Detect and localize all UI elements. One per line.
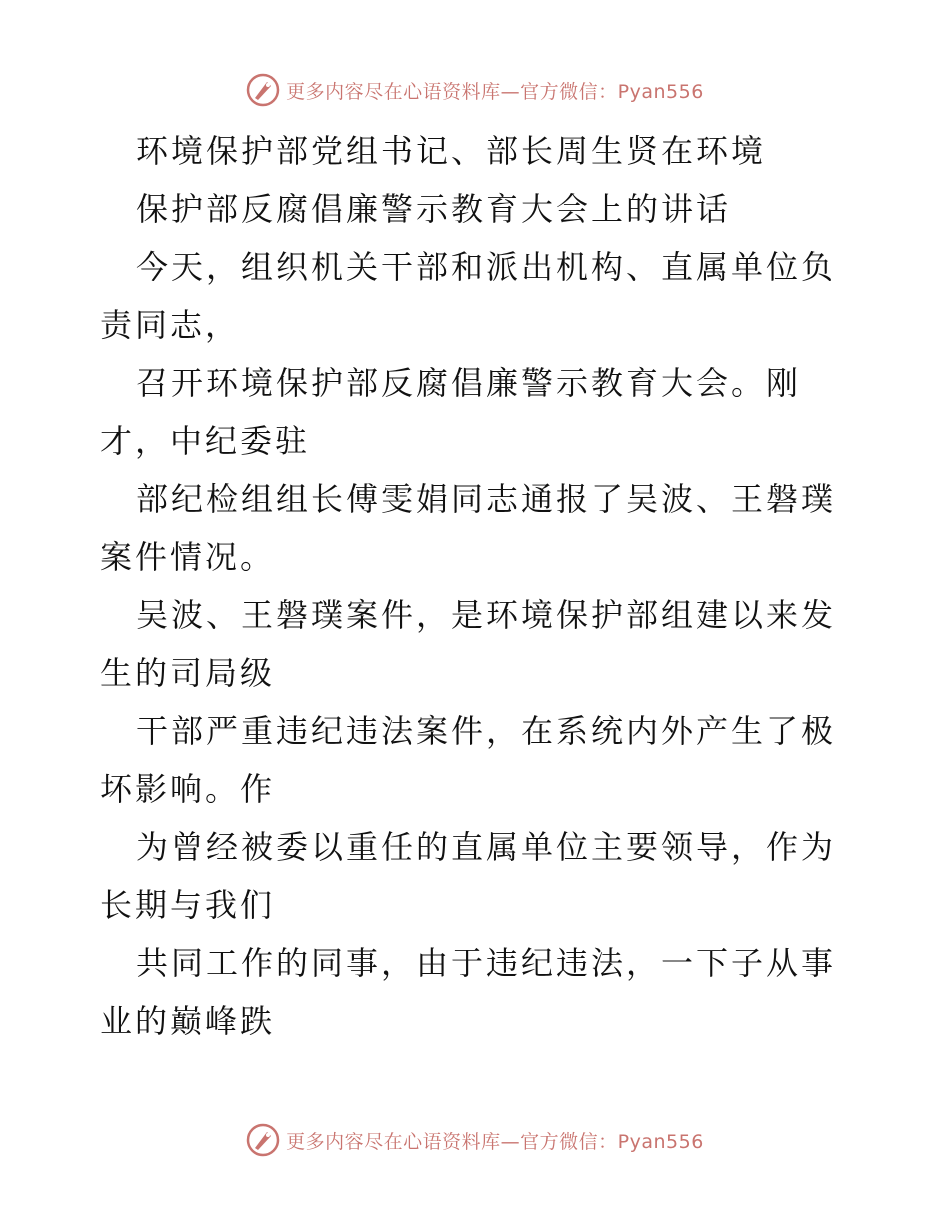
- paragraph-title-line-1: 环境保护部党组书记、部长周生贤在环境: [136, 132, 767, 170]
- paragraph: 吴波、王磐璞案件，是环境保护部组建以来发生的司局级: [100, 596, 837, 692]
- paragraph: 干部严重违纪违法案件，在系统内外产生了极坏影响。作: [100, 712, 837, 808]
- paragraph: 共同工作的同事，由于违纪违法，一下子从事业的巅峰跌: [100, 944, 837, 1040]
- paragraph: 为曾经被委以重任的直属单位主要领导，作为长期与我们: [100, 828, 837, 924]
- paragraph: 召开环境保护部反腐倡廉警示教育大会。刚才，中纪委驻: [100, 364, 802, 460]
- footer-watermark: [0, 1120, 950, 1160]
- pen-nib-logo-icon: [246, 1123, 280, 1157]
- paragraph-title-line-2: 保护部反腐倡廉警示教育大会上的讲话: [136, 190, 732, 228]
- paragraph: 今天，组织机关干部和派出机构、直属单位负责同志，: [100, 248, 837, 344]
- watermark-text: 更多内容尽在心语资料库—官方微信：Pyan556: [286, 80, 704, 103]
- watermark-text: 更多内容尽在心语资料库—官方微信：Pyan556: [286, 1130, 704, 1153]
- document-body: [100, 122, 860, 1050]
- paragraph: 部纪检组组长傅雯娟同志通报了吴波、王磐璞案件情况。: [100, 480, 837, 576]
- header-watermark: [0, 70, 950, 110]
- pen-nib-logo-icon: [246, 73, 280, 107]
